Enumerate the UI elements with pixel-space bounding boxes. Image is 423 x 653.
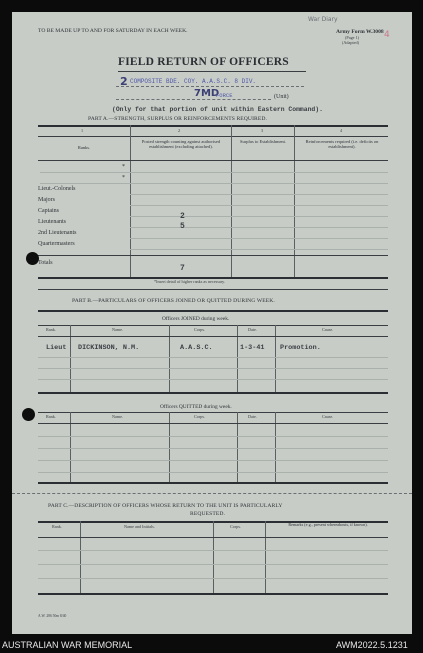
c-col-divider: [80, 521, 81, 593]
force-stamp: FORCE: [216, 92, 233, 99]
c-col-corps: Corps.: [230, 524, 242, 529]
grid-line: [130, 216, 388, 217]
grid-line: [38, 448, 388, 449]
joined-entry-cause: Promotion.: [280, 344, 321, 352]
quitted-col-rank: Rank.: [46, 414, 56, 419]
rank-quartermasters: Quartermasters: [38, 241, 75, 247]
title-underline: [118, 71, 306, 72]
form-sheet: [12, 12, 412, 634]
part-a-top-rule: [38, 125, 388, 127]
rank-captains: Captains: [38, 208, 59, 214]
c-col-divider: [265, 521, 266, 593]
joined-col-date: Date.: [248, 327, 257, 332]
posted-total-value: 7: [180, 264, 185, 273]
grid-line: [38, 472, 388, 473]
perforation-line: [12, 493, 412, 494]
part-a-header-rule: [38, 160, 388, 161]
typed-command-note: (Only for that portion of unit within Eastern Command).: [112, 106, 323, 113]
grid-line: [130, 194, 388, 195]
grid-line: [130, 249, 388, 250]
quitted-col-date: Date.: [248, 414, 257, 419]
star-mark-1: *: [122, 164, 125, 170]
joined-col-cause: Cause.: [322, 327, 334, 332]
grid-line: [38, 379, 388, 380]
pencil-corner-note: War Diary: [308, 16, 338, 23]
joined-cols-rule: [38, 336, 388, 337]
c-col-divider: [213, 521, 214, 593]
footer-institution: AUSTRALIAN WAR MEMORIAL: [2, 640, 133, 650]
joined-entry-corps: A.A.S.C.: [180, 344, 213, 352]
grid-line: [38, 550, 388, 551]
grid-line: [38, 357, 388, 358]
joined-col-corps: Corps.: [194, 327, 206, 332]
grid-line: [38, 436, 388, 437]
joined-heading: Officers JOINED during week.: [162, 316, 230, 322]
adapted-note: (Adapted): [342, 40, 359, 45]
quitted-heading-rule: [38, 412, 388, 413]
joined-heading-rule: [38, 325, 388, 326]
unit-number-handwritten: 2: [120, 75, 128, 88]
insert-note: *Insert detail of higher ranks as necessary.: [154, 279, 226, 284]
grid-line: [38, 460, 388, 461]
joined-bottom-rule: [38, 392, 388, 394]
grid-line: [130, 238, 388, 239]
rank-lieut-colonels: Lieut.-Colonels: [38, 186, 76, 192]
col-number-3: 3: [261, 128, 264, 133]
printer-mark: A.W. 286 50m 8/40: [38, 614, 67, 618]
quitted-col-cause: Cause.: [322, 414, 334, 419]
totals-top-rule: [38, 255, 388, 256]
unit-line: [116, 86, 304, 87]
joined-entry-rank: Lieut: [46, 344, 67, 352]
col-header-reinforcements: Reinforcements required (i.e. deficits on establishment).: [305, 139, 379, 150]
c-col-remarks: Remarks (e.g., present whereabouts, if known).: [288, 522, 368, 527]
col-header-posted: Posted strength counting against authorised establishment (excluding attached).: [141, 139, 221, 150]
grid-line: [130, 227, 388, 228]
footer-accession-number: AWM2022.5.1231: [336, 640, 408, 650]
form-title: FIELD RETURN OF OFFICERS: [118, 56, 289, 68]
part-c-heading-line1: PART C.—DESCRIPTION OF OFFICERS WHOSE RETURN TO THE UNIT IS PARTICULARLY: [48, 503, 283, 509]
punch-hole: [26, 252, 39, 265]
star-mark-2: *: [122, 175, 125, 181]
rank-2nd-lieutenants: 2nd Lieutenants: [38, 230, 77, 236]
quitted-cols-rule: [38, 423, 388, 424]
col-header-ranks: Ranks.: [77, 145, 91, 150]
quitted-col-name: Name.: [112, 414, 124, 419]
grid-line: [38, 368, 388, 369]
col-number-2: 2: [178, 128, 181, 133]
red-pencil-mark: 4: [384, 30, 390, 40]
unit-district-handwritten: 7MD: [194, 88, 220, 99]
col-number-4: 4: [340, 128, 343, 133]
quitted-col-corps: Corps.: [194, 414, 206, 419]
part-a-number-rule: [38, 136, 388, 137]
top-note: TO BE MADE UP TO AND FOR SATURDAY IN EACH WEEK.: [38, 28, 188, 34]
rank-lieutenants: Lieutenants: [38, 219, 66, 225]
posted-2nd-lieutenants-value: 5: [180, 222, 185, 231]
grid-line: [40, 172, 388, 173]
posted-lieutenants-value: 2: [180, 212, 185, 221]
form-number: Army Form W.3008: [336, 29, 384, 35]
joined-col-name: Name.: [112, 327, 124, 332]
part-b-heading: PART B.—PARTICULARS OF OFFICERS JOINED OR QUITTED DURING WEEK.: [72, 298, 275, 304]
part-a-end-rule: [38, 289, 388, 290]
part-c-bottom-rule: [38, 593, 388, 595]
unit-stamp: COMPOSITE BDE. COY. A.A.S.C. 8 DIV.: [130, 78, 257, 85]
page-number: (Page 1): [345, 35, 360, 40]
col-number-1: 1: [81, 128, 84, 133]
c-col-rank: Rank.: [52, 524, 62, 529]
joined-entry-name: DICKINSON, N.M.: [78, 344, 140, 352]
force-line: [116, 99, 271, 100]
quitted-bottom-rule: [38, 482, 388, 484]
grid-line: [40, 183, 388, 184]
grid-line: [130, 205, 388, 206]
grid-line: [38, 564, 388, 565]
part-a-heading: PART A.—STRENGTH, SURPLUS OR REINFORCEMENTS REQUIRED.: [88, 116, 268, 122]
quitted-heading: Officers QUITTED during week.: [160, 404, 232, 410]
rank-majors: Majors: [38, 197, 55, 203]
punch-hole: [22, 408, 35, 421]
joined-entry-date: 1-3-41: [240, 344, 265, 352]
c-cols-rule: [38, 537, 388, 538]
totals-label: Totals: [38, 260, 53, 266]
part-b-top-rule: [38, 310, 388, 312]
part-c-heading-line2: REQUESTED.: [190, 511, 226, 517]
grid-line: [38, 578, 388, 579]
joined-col-rank: Rank.: [46, 327, 56, 332]
col-header-surplus: Surplus to Establishment.: [239, 139, 287, 144]
c-col-name: Name and Initials.: [124, 524, 155, 529]
unit-label: (Unit): [274, 94, 289, 100]
